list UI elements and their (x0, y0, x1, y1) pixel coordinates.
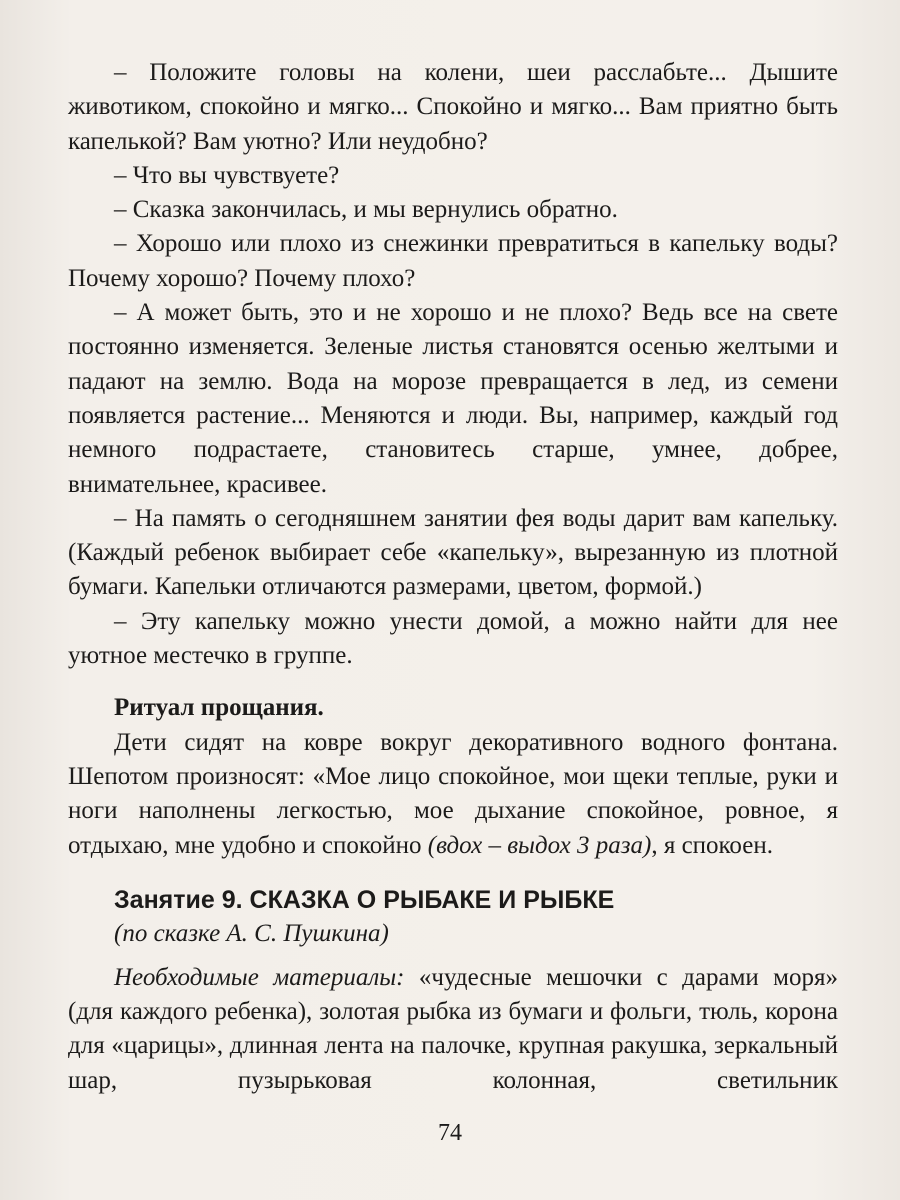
paragraph: – А может быть, это и не хорошо и не плохо? Ведь все на свете постоянно изменяется. Зеленые листья становятся осенью желтыми и падают на землю. Вода на морозе превращается в лед, из семени появляется растение... Меняются и люди. Вы, например, каждый год немного подрастаете, становитесь старше, умнее, добрее, внимательнее, красивее. (68, 299, 838, 498)
ritual-italic: (вдох – выдох 3 раза) (427, 831, 652, 859)
ritual-paragraph (68, 726, 838, 863)
lesson-title: Занятие 9. СКАЗКА О РЫБАКЕ И РЫБКЕ (114, 885, 615, 914)
paragraph: – Сказка закончилась, и мы вернулись обратно. (114, 196, 618, 224)
page-text (68, 56, 838, 1098)
ritual-heading: Ритуал прощания. (114, 694, 324, 722)
ritual-text-end: , я спокоен. (651, 831, 773, 859)
materials-label: Необходимые материалы: (114, 963, 405, 991)
paragraph: – Что вы чувствуете? (114, 161, 340, 189)
ritual-text: Дети сидят на ковре вокруг декоративного водного фонтана. Шепотом произносят: «Мое лицо спокойное, мои щеки теплые, руки и ноги наполнены легкостью, мое дыхание спокойное, ровное, я отдыхаю, мне удобно и спокойно (68, 728, 838, 859)
materials-paragraph (68, 961, 838, 1098)
paragraph: – Положите головы на колени, шеи расслабьте... Дышите животиком, спокойно и мягко... Спокойно и мягко... Вам приятно быть капелькой? Вам уютно? Или неудобно? (68, 59, 838, 155)
paragraph: – Эту капельку можно унести домой, а можно найти для нее уютное местечко в группе. (68, 607, 838, 670)
paragraph: – На память о сегодняшнем занятии фея воды дарит вам капельку. (Каждый ребенок выбирает себе «капельку», вырезанную из плотной бумаги. Капельки отличаются размерами, цветом, формой.) (68, 504, 838, 601)
paragraph: – Хорошо или плохо из снежинки превратиться в капельку воды? Почему хорошо? Почему плохо? (68, 230, 838, 292)
materials-text: «чудесные мешочки с дарами моря» (для каждого ребенка), золотая рыбка из бумаги и фольги, тюль, корона для «царицы», длинная лента на палочке, крупная ракушка, зеркальный шар, пузырьковая колонная, светильник (68, 963, 838, 1094)
lesson-subtitle: (по сказке А. С. Пушкина) (114, 919, 389, 947)
page-number: 74 (438, 1120, 462, 1146)
